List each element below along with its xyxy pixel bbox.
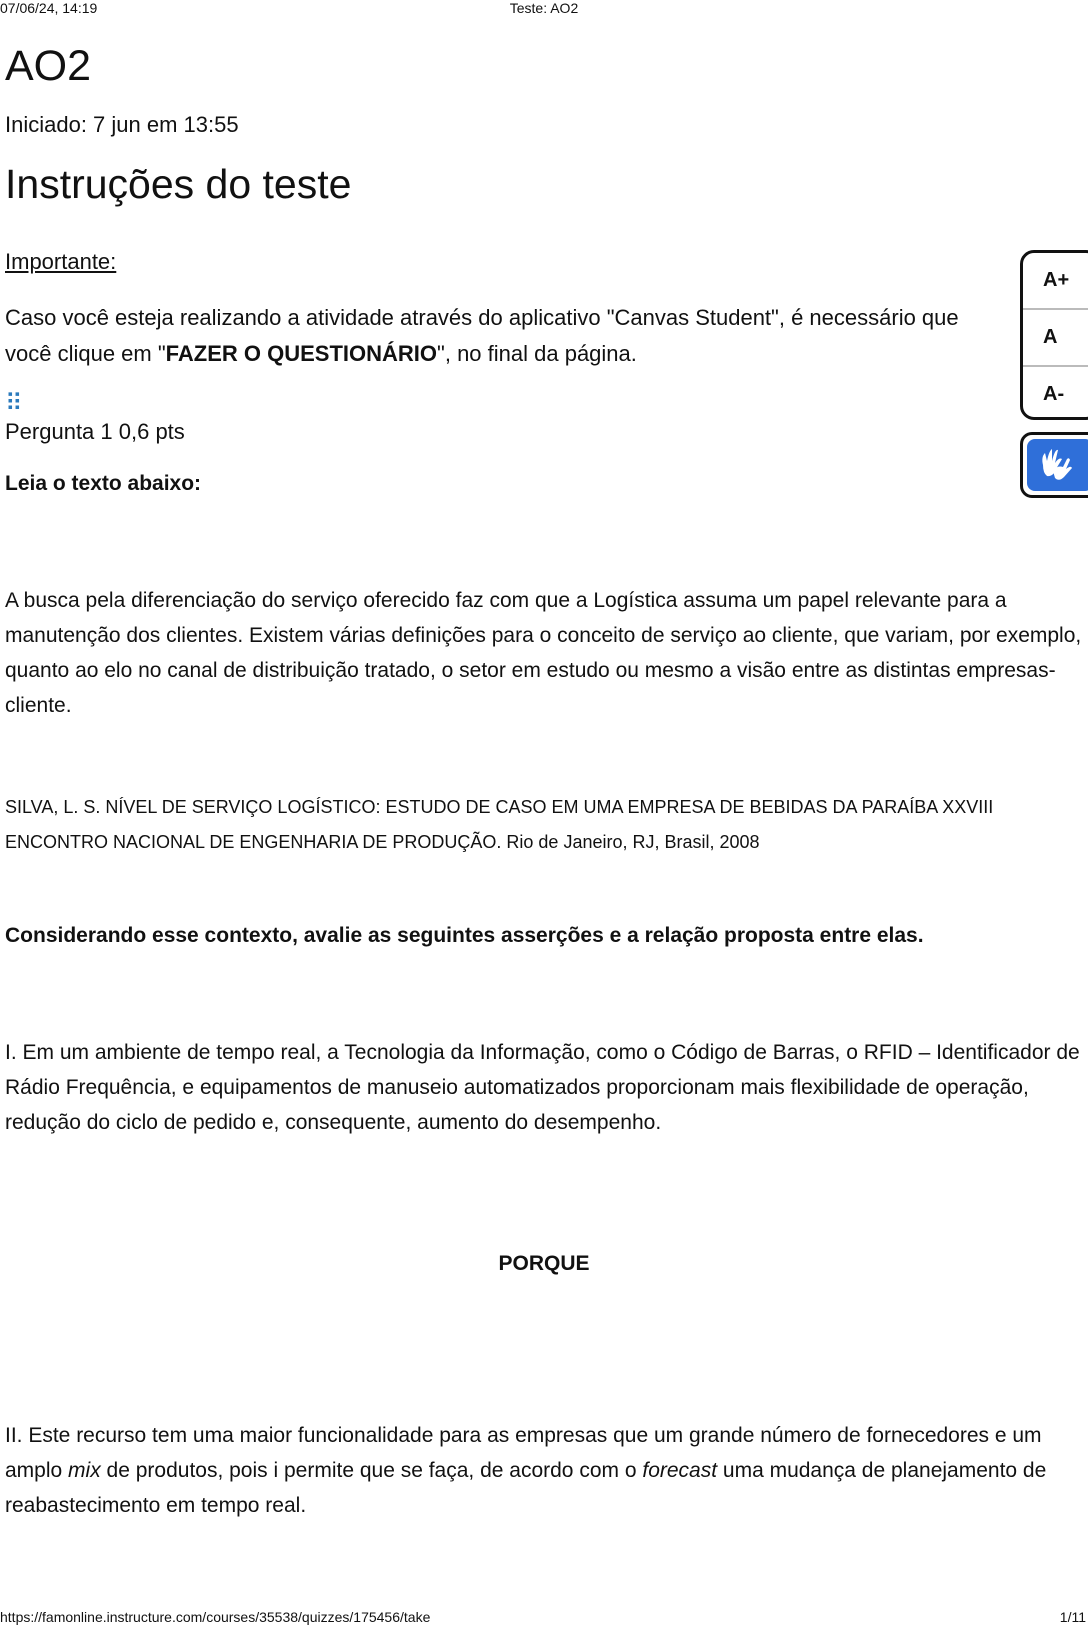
sign-language-icon-bg (1027, 439, 1088, 491)
sign-language-button[interactable] (1020, 432, 1088, 498)
instructions-heading: Instruções do teste (5, 161, 352, 207)
question-reference: SILVA, L. S. NÍVEL DE SERVIÇO LOGÍSTICO: ESTUDO DE CASO EM UMA EMPRESA DE BEBIDAS DA PARAÍBA XXVIII ENCONTRO NACIONAL DE ENGENHARIA DE PRODUÇÃO. Rio de Janeiro, RJ, Brasil, 2008 (5, 797, 994, 852)
question-lead: Leia o texto abaixo: (5, 472, 202, 495)
instruction-paragraph (5, 300, 1005, 372)
print-page-title: Teste: AO2 (509, 0, 579, 16)
instruction-text-1: Caso você esteja realizando a atividade através do aplicativo "Canvas Student", é necessário que você clique em " (5, 305, 959, 366)
assertion-2-text-c: uma mudança de planejamento de reabastecimento em tempo real. (5, 1459, 1047, 1517)
assertion-2-mix: mix (68, 1459, 101, 1482)
question-header: Pergunta 1 0,6 pts (5, 419, 185, 444)
assertion-2 (5, 1418, 1085, 1523)
assertion-2-text-a: II. Este recurso tem uma maior funcionalidade para as empresas que um grande número de fornecedores e um amplo (5, 1424, 1042, 1482)
instruction-text-2: ", no final da página. (437, 341, 637, 366)
print-header (0, 0, 1088, 18)
porque-connector: PORQUE (498, 1252, 590, 1275)
assertion-2-forecast: forecast (642, 1459, 718, 1482)
font-increase-button[interactable]: A+ (1023, 253, 1088, 310)
instruction-bold: FAZER O QUESTIONÁRIO (165, 341, 438, 366)
print-page-number: 1/11 (1059, 1609, 1086, 1625)
print-footer (0, 1609, 1088, 1627)
font-size-toolbar (1020, 250, 1088, 420)
print-url[interactable]: https://famonline.instructure.com/courses/35538/quizzes/175456/take (0, 1609, 431, 1625)
drag-handle-icon[interactable]: ⠿ (5, 390, 21, 417)
font-normal-button[interactable]: A (1023, 310, 1088, 367)
sign-language-icon (1037, 445, 1075, 485)
print-datetime: 07/06/24, 14:19 (0, 0, 98, 16)
question-body: A busca pela diferenciação do serviço oferecido faz com que a Logística assuma um papel relevante para a manutenção dos clientes. Existem várias definições para o conceito de serviço ao cliente, que variam, por exemplo, quanto ao elo no canal de distribuição tratado, o setor em estudo ou mesmo a visão entre as distintas empresas-cliente. (5, 589, 1082, 717)
quiz-started-time: Iniciado: 7 jun em 13:55 (5, 112, 239, 137)
question-prompt: Considerando esse contexto, avalie as seguintes asserções e a relação proposta entre elas. (5, 924, 924, 947)
assertion-2-text-b: de produtos, pois i permite que se faça, de acordo com o (100, 1459, 643, 1482)
font-decrease-button[interactable]: A- (1043, 383, 1065, 405)
important-label: Importante: (5, 249, 117, 274)
assertion-1: I. Em um ambiente de tempo real, a Tecnologia da Informação, como o Código de Barras, o RFID – Identificador de Rádio Frequência, e equipamentos de manuseio automatizados proporcionam mais flexibilidade de operação, redução do ciclo de pedido e, consequente, aumento do desempenho. (5, 1041, 1080, 1134)
quiz-title: AO2 (5, 42, 92, 90)
